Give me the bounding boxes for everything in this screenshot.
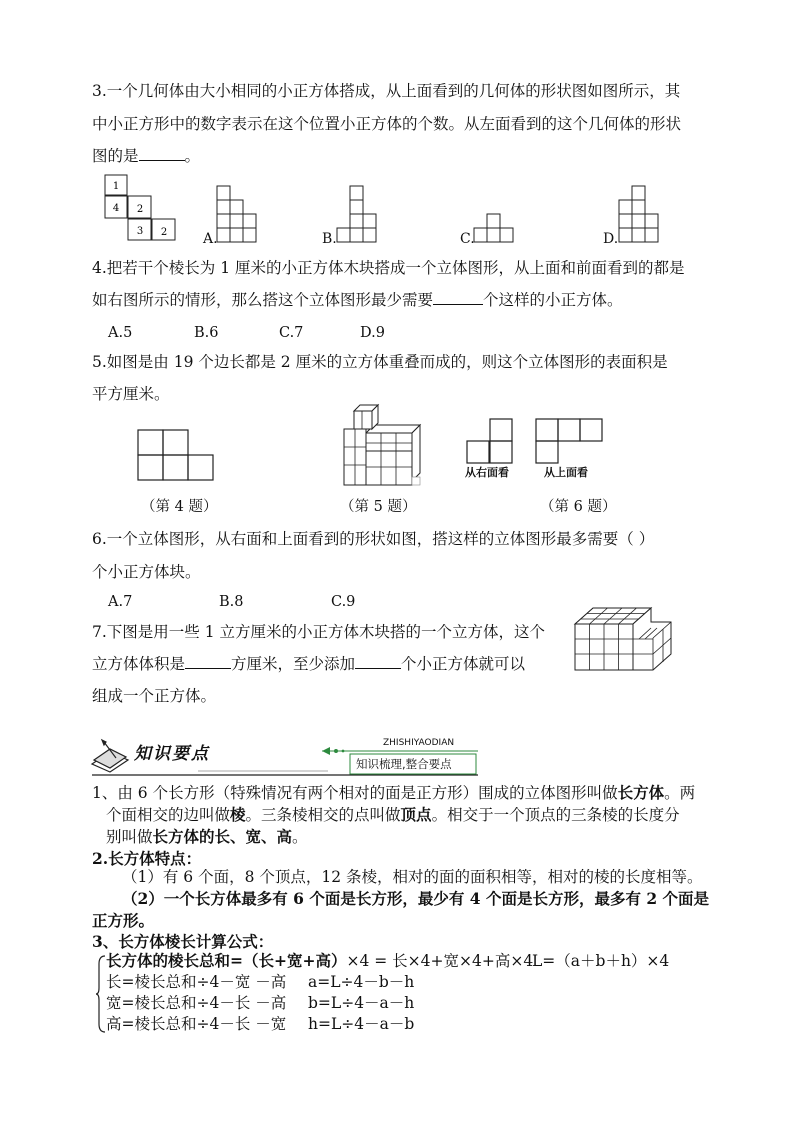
caption-q5: （第 5 题）	[340, 499, 417, 515]
q3-line2: 中小正方形中的数字表示在这个位置小正方体的个数。从左面看到的这个几何体的形状	[92, 115, 682, 133]
grid-num-3: 2	[136, 204, 144, 215]
q4-answer-blank[interactable]	[433, 290, 483, 305]
q7-line1: 7.下图是用一些 1 立方厘米的小正方体木块搭的一个立方体，这个	[92, 623, 546, 641]
q3-option-d-figure	[619, 186, 661, 242]
q4-option-a[interactable]: A.5	[108, 325, 133, 341]
k3-formula-length: 长=棱长总和÷4－宽 －高	[106, 973, 287, 991]
q7-volume-blank[interactable]	[185, 654, 231, 669]
k3-formula-length-sym: a=L÷4－b－h	[308, 973, 415, 991]
q6-right-view-figure	[467, 419, 517, 465]
q3-answer-blank[interactable]	[139, 146, 185, 161]
q7-add-blank[interactable]	[355, 654, 401, 669]
q5-cube-figure	[340, 403, 422, 489]
q3-line3: 图的是 。	[92, 147, 201, 165]
q6-line2: 个小正方体块。	[92, 563, 201, 581]
k3-formula1: 长方体的棱长总和=（长+宽+高）×4 = 长×4+宽×4+高×4	[106, 951, 534, 970]
q3-line1: 3.一个几何体由大小相同的小正方体搭成，从上面看到的几何体的形状图如图所示，其	[92, 82, 681, 100]
q6-top-view-figure	[536, 419, 606, 465]
k3-formula-width: 宽=棱长总和÷4－长 －高	[106, 994, 287, 1012]
k2-point1: （1）有 6 个面，8 个顶点，12 条棱，相对的面的面积相等，相对的棱的长度相等。	[122, 868, 703, 886]
q3-option-a[interactable]: A.	[203, 231, 218, 247]
q6-option-a[interactable]: A.7	[108, 594, 133, 610]
top-view-label: 从上面看	[544, 466, 588, 479]
k2-point2-cont: 正方形。	[92, 911, 155, 930]
k3-formula-height-sym: h=L÷4－a－b	[308, 1015, 415, 1033]
q4-option-b[interactable]: B.6	[194, 325, 219, 341]
q4-option-d[interactable]: D.9	[360, 325, 385, 341]
q3-option-a-figure	[217, 186, 259, 242]
k1-line3: 别叫做长方体的长、宽、高。	[106, 827, 308, 846]
banner-title: 知识要点	[134, 744, 210, 764]
q3-option-c[interactable]: C.	[460, 231, 475, 247]
q3-option-b[interactable]: B.	[322, 231, 337, 247]
q6-option-c[interactable]: C.9	[331, 594, 356, 610]
q4-option-c[interactable]: C.7	[279, 325, 304, 341]
q7-line3: 组成一个正方体。	[92, 687, 217, 705]
grid-num-4: 3	[136, 226, 144, 237]
q7-cube-figure	[575, 604, 675, 670]
q3-option-b-figure	[337, 186, 379, 242]
q3-top-view-grid	[105, 175, 177, 241]
q5-line1: 5.如图是由 19 个边长都是 2 厘米的立方体重叠而成的，则这个立体图形的表面积是	[92, 353, 668, 371]
caption-q6: （第 6 题）	[540, 499, 617, 515]
q4-line1: 4.把若干个棱长为 1 厘米的小正方体木块搭成一个立体图形，从上面和前面看到的都是	[92, 259, 685, 277]
right-view-label: 从右面看	[465, 466, 509, 479]
k1-line1: 1、由 6 个长方形（特殊情况有两个相对的面是正方形）围成的立体图形叫做长方体。两	[92, 783, 696, 802]
caption-q4: （第 4 题）	[141, 499, 218, 515]
book-icon	[92, 740, 128, 772]
q6-option-b[interactable]: B.8	[219, 594, 244, 610]
grid-num-1: 1	[112, 181, 120, 192]
k3-formula1-L: L=（a＋b＋h）×4	[532, 952, 670, 970]
k3-formula-height: 高=棱长总和÷4－长 －宽	[106, 1015, 287, 1033]
k2-point2: （2）一个长方体最多有 6 个面是长方形，最少有 4 个面是长方形，最多有 2 个面是	[122, 889, 710, 908]
q5-line2: 平方厘米。	[92, 385, 170, 403]
formula-brace	[96, 954, 106, 1034]
q6-line1: 6.一个立体图形，从右面和上面看到的形状如图，搭这样的立体图形最多需要（ ）	[92, 530, 655, 548]
q7-line2: 立方体体积是 方厘米，至少添加 个小正方体就可以	[92, 655, 526, 673]
k1-line2: 个面相交的边叫做棱。三条棱相交的点叫做顶点。相交于一个顶点的三条棱的长度分	[106, 805, 680, 824]
q3-option-c-figure	[474, 214, 516, 242]
k3-heading: 3、长方体棱长计算公式：	[92, 932, 274, 951]
q4-line2: 如右图所示的情形，那么搭这个立体图形最少需要 个这样的小正方体。	[92, 291, 623, 309]
q4-figure	[138, 430, 216, 482]
grid-num-5: 2	[160, 227, 168, 238]
banner-subtitle: 知识梳理,整合要点	[356, 757, 452, 771]
k3-formula-width-sym: b=L÷4－a－h	[308, 994, 415, 1012]
k2-heading: 2.长方体特点：	[92, 849, 202, 868]
grid-num-2: 4	[112, 203, 120, 214]
banner-pinyin: ZHISHIYAODIAN	[383, 738, 455, 748]
q3-option-d[interactable]: D.	[603, 231, 619, 247]
